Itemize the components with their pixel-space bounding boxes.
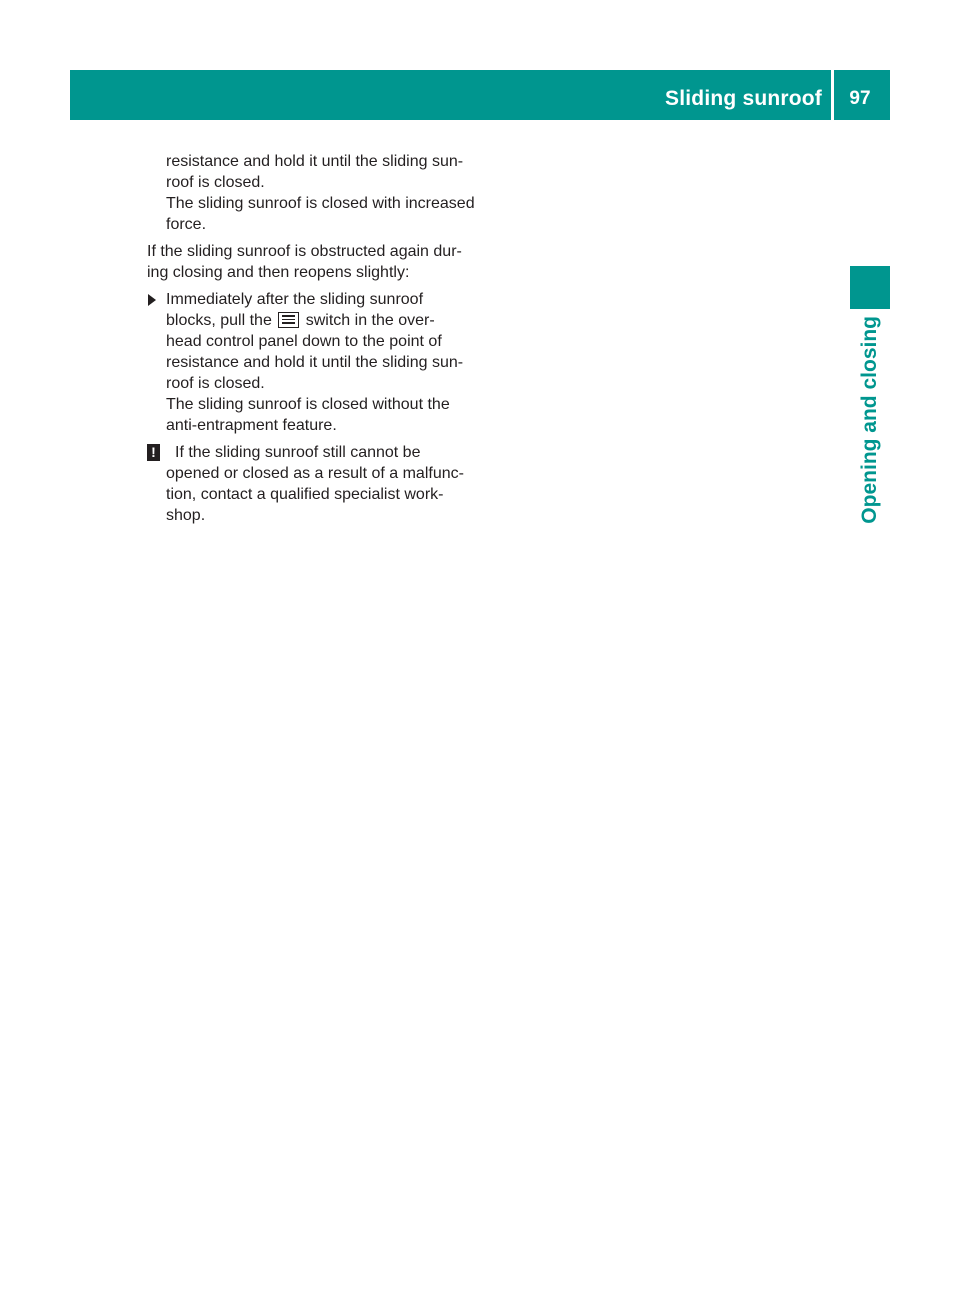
continued-step — [147, 151, 487, 235]
text-line: resistance and hold it until the sliding sun- — [166, 153, 464, 170]
warning-icon: ! — [147, 444, 160, 461]
chapter-label: Opening and closing — [858, 316, 881, 524]
text-line: anti-entrapment feature. — [166, 417, 337, 434]
text-line: resistance and hold it until the sliding sun- — [166, 354, 464, 371]
header-divider — [831, 70, 834, 120]
page-content — [147, 151, 487, 526]
text-line — [166, 310, 487, 331]
text-line: force. — [166, 216, 207, 233]
text-line: If the sliding sunroof still cannot be — [175, 444, 421, 461]
text-line: ing closing and then reopens slightly: — [147, 264, 410, 281]
text-line: opened or closed as a result of a malfunc- — [166, 465, 464, 482]
text-fragment: blocks, pull the — [166, 312, 272, 329]
text-line: tion, contact a qualified specialist work- — [166, 486, 444, 503]
text-line: roof is closed. — [166, 174, 265, 191]
text-line: Immediately after the sliding sunroof — [166, 291, 424, 308]
text-line: roof is closed. — [166, 375, 265, 392]
paragraph — [147, 241, 487, 283]
text-line: The sliding sunroof is closed without the — [166, 396, 450, 413]
text-fragment: switch in the over- — [305, 312, 435, 329]
sunroof-switch-icon — [278, 312, 299, 328]
instruction-step — [147, 289, 487, 436]
side-tab-marker — [850, 266, 890, 309]
arrow-right-icon — [148, 294, 156, 306]
text-line: The sliding sunroof is closed with increased — [166, 195, 475, 212]
text-line: shop. — [166, 507, 206, 524]
header-bar — [70, 70, 890, 120]
text-line: If the sliding sunroof is obstructed again dur- — [147, 243, 462, 260]
warning-note — [147, 442, 487, 526]
section-title: Sliding sunroof — [665, 87, 822, 110]
page-number: 97 — [849, 88, 871, 109]
text-line: head control panel down to the point of — [166, 333, 442, 350]
